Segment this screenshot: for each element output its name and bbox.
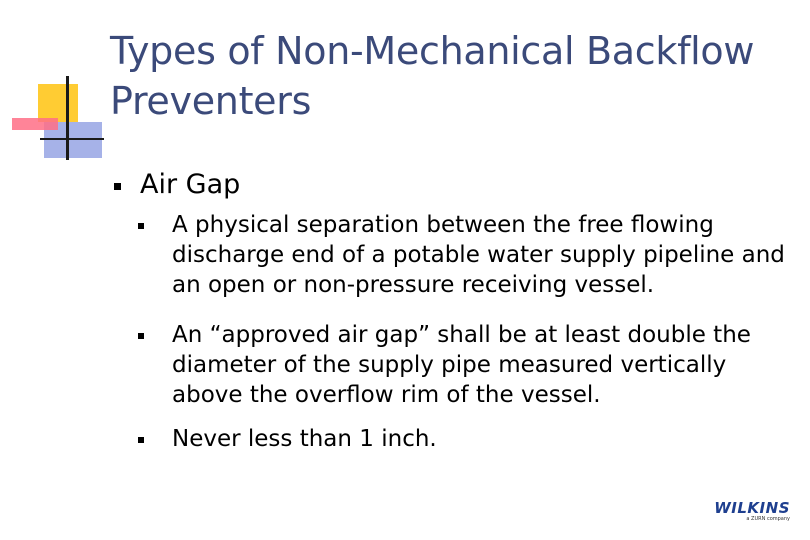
square-bullet-icon [138, 333, 144, 339]
square-bullet-icon [114, 183, 121, 190]
decor-yellow-square [38, 84, 78, 122]
sub-bullet-text: A physical separation between the free flowing discharge end of a potable water supply pipeline and an open or non-pressure receiving vessel. [172, 212, 785, 298]
bullet-text: Air Gap [140, 169, 241, 200]
square-bullet-icon [138, 223, 144, 229]
decor-vertical-line [66, 76, 69, 160]
slide-title: Types of Non-Mechanical Backflow Preventers [110, 29, 755, 123]
wilkins-logo [706, 500, 790, 523]
logo-tagline: a ZURN company [746, 516, 790, 522]
decor-horizontal-line [40, 138, 104, 140]
square-bullet-icon [138, 437, 144, 443]
sub-bullet-text: Never less than 1 inch. [172, 426, 437, 452]
sub-bullet-text: An “approved air gap” shall be at least double the diameter of the supply pipe measured vertically above the overflow rim of the vessel. [172, 322, 751, 408]
decor-pink-bar [12, 118, 58, 130]
logo-name: WILKINS [714, 499, 790, 517]
